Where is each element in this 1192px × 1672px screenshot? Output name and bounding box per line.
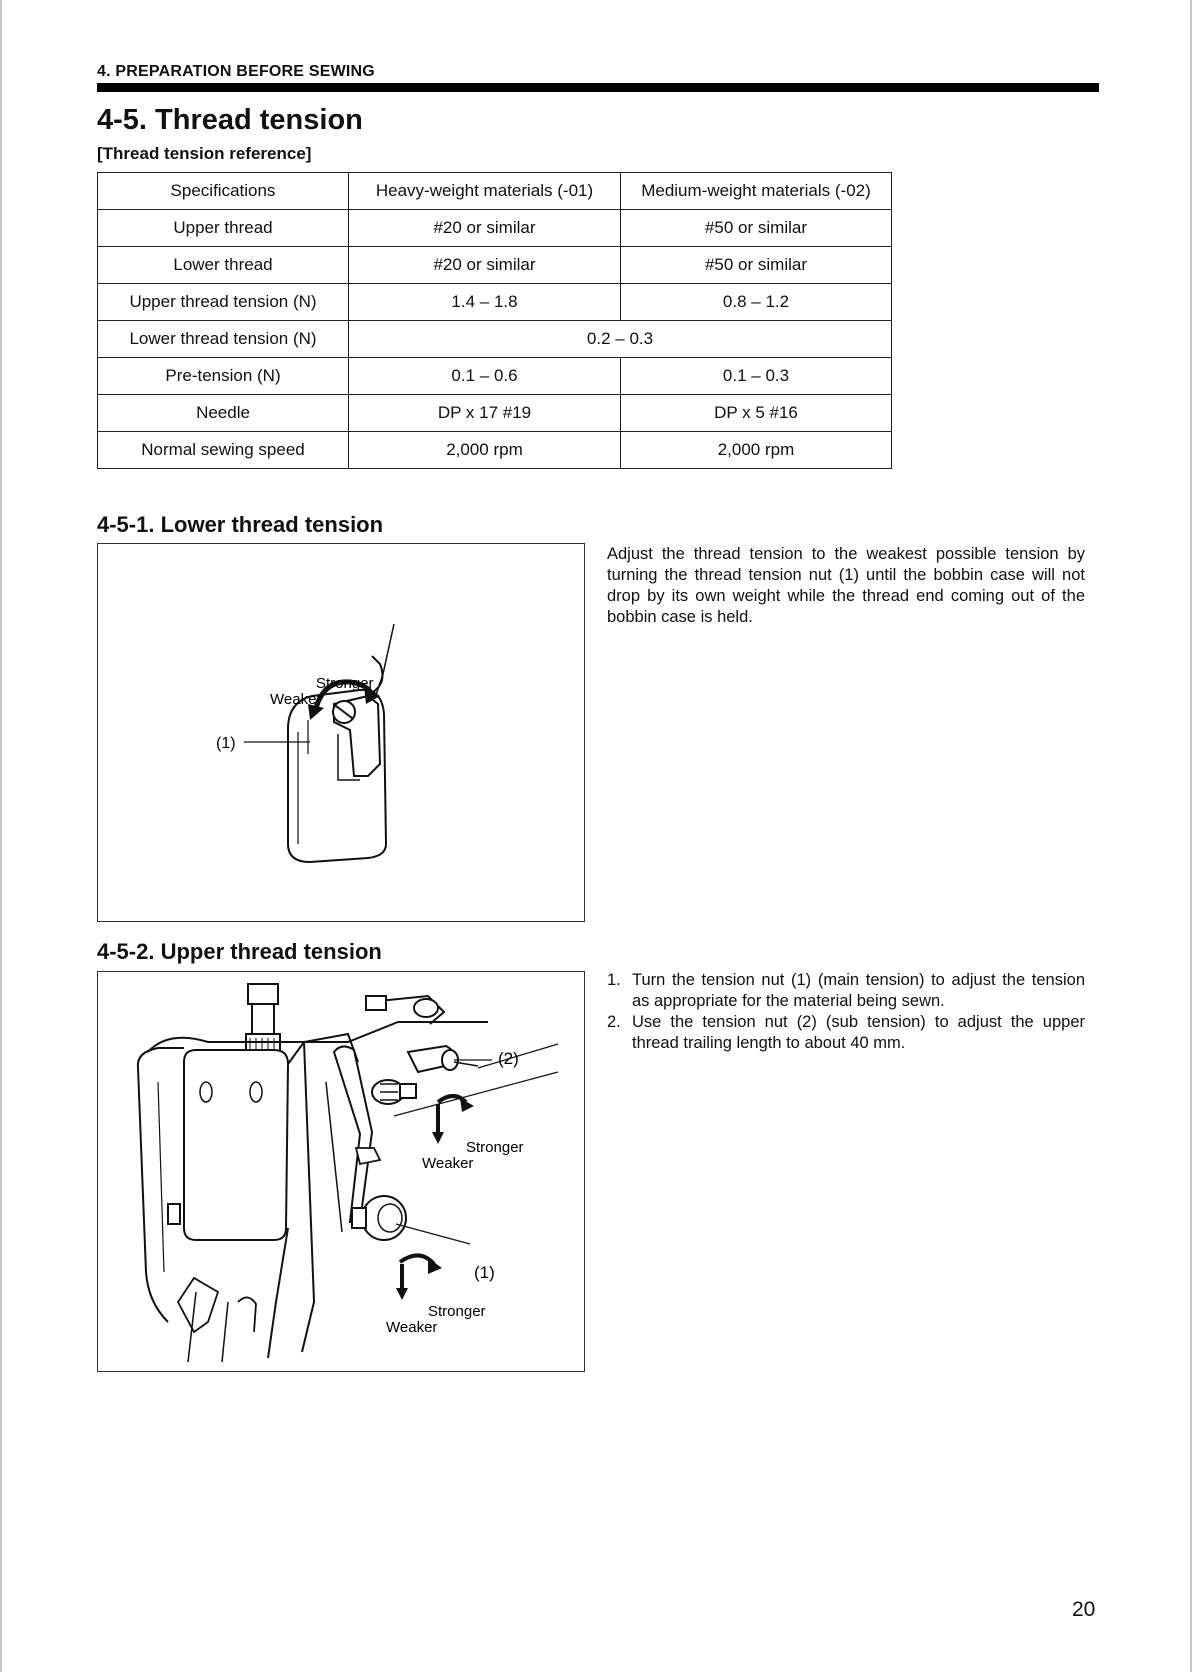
table-row [98,210,892,247]
row-label: Pre-tension (N) [98,358,349,395]
chapter-header: 4. PREPARATION BEFORE SEWING [97,63,375,80]
step-text: Turn the tension nut (1) (main tension) to adjust the tension as appropriate for the material being sewn. [632,971,1085,1010]
weaker-label: Weaker [270,691,322,708]
lower-tension-heading: 4-5-1. Lower thread tension [97,512,384,537]
row-label: Upper thread tension (N) [98,284,349,321]
callout-1-label: (1) [216,735,236,752]
table-row [98,247,892,284]
step-number: 2. [607,1013,621,1031]
bobbin-case-illustration [98,544,584,921]
row-label: Lower thread [98,247,349,284]
sub-stronger-label: Stronger [466,1139,524,1156]
sewing-machine-head-illustration [98,972,584,1371]
stronger-label: Stronger [316,675,374,692]
heavy-value: DP x 17 #19 [349,395,621,432]
list-item [607,1012,1085,1054]
main-weaker-label: Weaker [386,1319,438,1336]
medium-value: #50 or similar [621,247,892,284]
list-item [607,970,1085,1012]
sub-weaker-label: Weaker [422,1155,474,1172]
page-edge-left [0,0,2,1672]
lower-tension-text: Adjust the thread tension to the weakest possible tension by turning the thread tension nut (1) until the bobbin case will not drop by its own weight while the thread end coming out of the bobbin case is held. [607,545,1085,626]
table-row [98,395,892,432]
bobbin-case-figure [97,543,585,922]
heavy-value: #20 or similar [349,247,621,284]
table-header-row [98,173,892,210]
upper-tension-heading: 4-5-2. Upper thread tension [97,939,382,964]
medium-value: #50 or similar [621,210,892,247]
upper-tension-steps [607,970,1085,1054]
row-label: Lower thread tension (N) [98,321,349,358]
main-stronger-label: Stronger [428,1303,486,1320]
heavy-value: 0.1 – 0.6 [349,358,621,395]
header-rule [97,83,1099,92]
medium-value: 2,000 rpm [621,432,892,469]
tension-nut-figure [97,971,585,1372]
table-row [98,358,892,395]
table-row [98,432,892,469]
row-label: Needle [98,395,349,432]
thread-tension-table [97,172,892,469]
section-title: 4-5. Thread tension [97,104,363,136]
table-caption: [Thread tension reference] [97,144,312,163]
step-number: 1. [607,971,621,989]
medium-value: 0.8 – 1.2 [621,284,892,321]
row-label: Normal sewing speed [98,432,349,469]
table-header-cell: Heavy-weight materials (-01) [349,173,621,210]
heavy-value: #20 or similar [349,210,621,247]
page-number: 20 [1072,1598,1096,1621]
heavy-value: 1.4 – 1.8 [349,284,621,321]
medium-value: DP x 5 #16 [621,395,892,432]
shared-value: 0.2 – 0.3 [349,321,892,358]
table-header-cell: Specifications [98,173,349,210]
heavy-value: 2,000 rpm [349,432,621,469]
table-row [98,284,892,321]
row-label: Upper thread [98,210,349,247]
callout-2-label: (2) [498,1049,519,1068]
step-text: Use the tension nut (2) (sub tension) to adjust the upper thread trailing length to about 40 mm. [632,1013,1085,1052]
table-row [98,321,892,358]
medium-value: 0.1 – 0.3 [621,358,892,395]
table-header-cell: Medium-weight materials (-02) [621,173,892,210]
callout-1-label: (1) [474,1263,495,1282]
